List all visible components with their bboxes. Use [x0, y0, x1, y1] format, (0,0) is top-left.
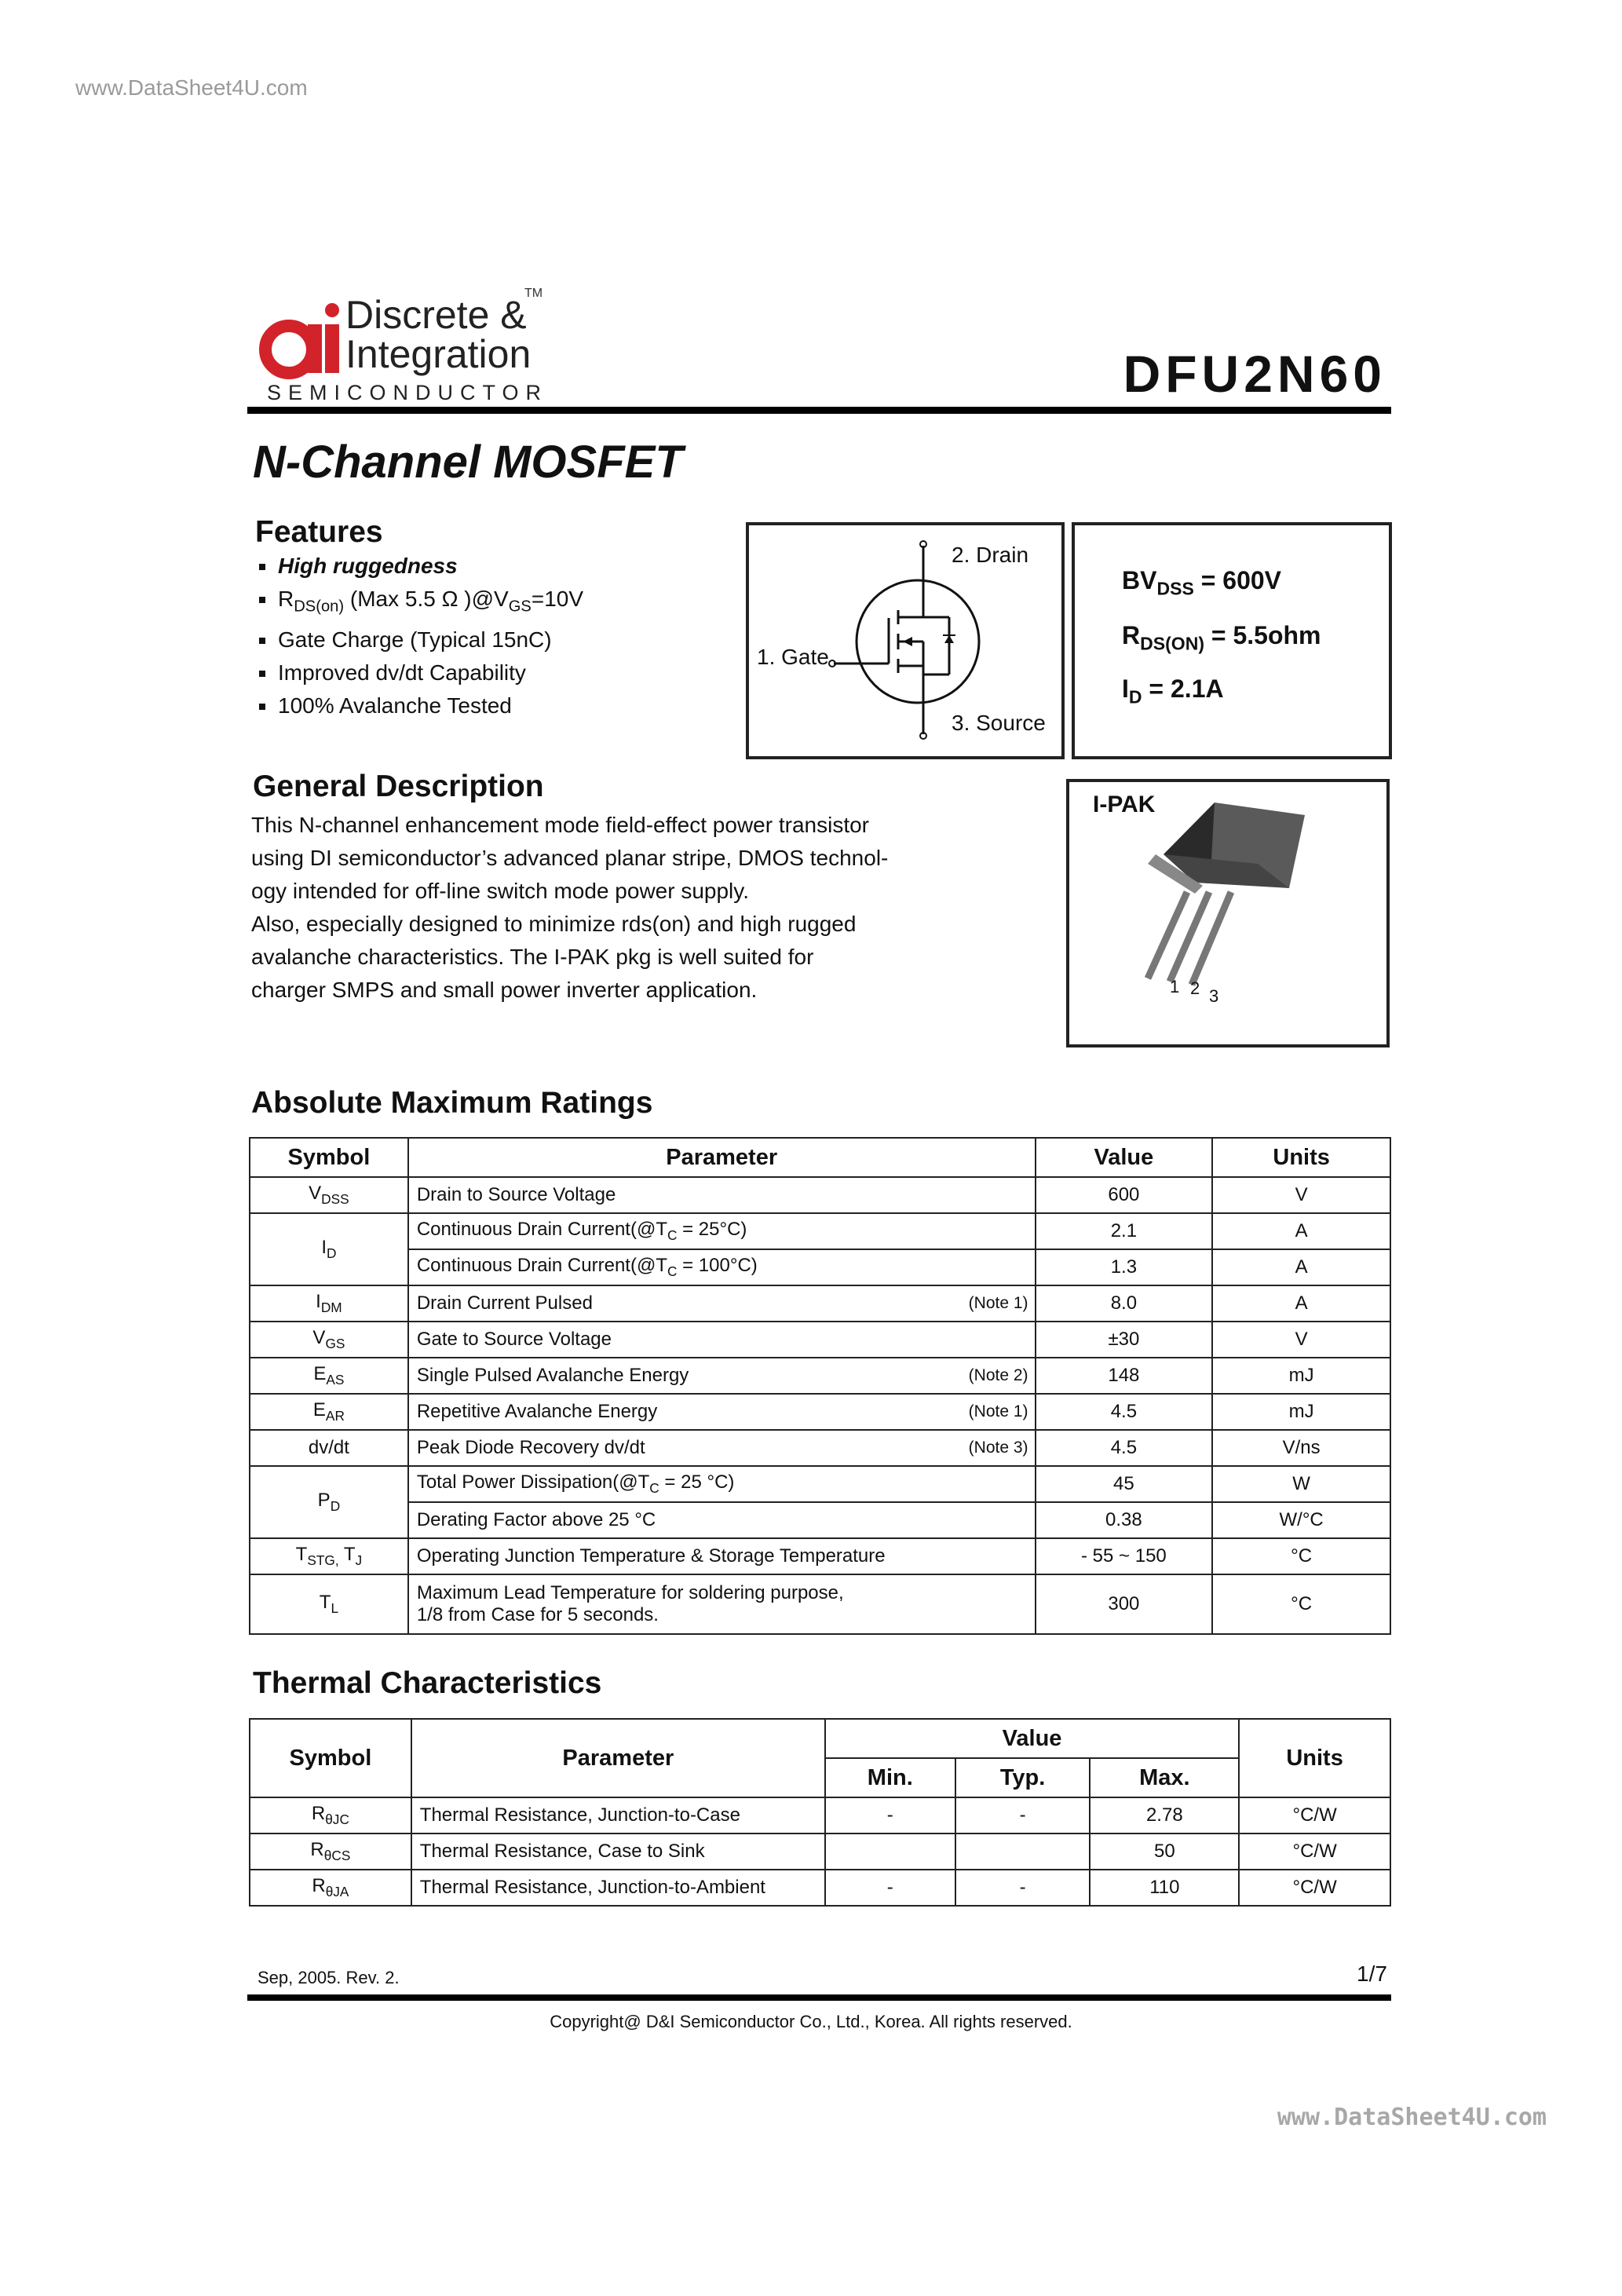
- table-header-row: Symbol Parameter Value Units: [250, 1719, 1390, 1758]
- gate-label: 1. Gate: [757, 645, 829, 669]
- table-row: $T_{STG,}$ $T_J$ Operating Junction Temperature & Storage Temperature - 55 ~ 150 °C: [250, 1538, 1390, 1574]
- absolute-max-ratings-heading: Absolute Maximum Ratings: [251, 1086, 653, 1120]
- part-number: DFU2N60: [1123, 345, 1386, 403]
- footer-rule: [247, 1994, 1391, 2001]
- page-number: 1/7: [1357, 1961, 1387, 1986]
- spec-bvdss: $BV_{DSS} = 600V$: [1122, 566, 1282, 599]
- pin-label-2: 2: [1190, 978, 1200, 998]
- watermark-top: www.DataSheet4U.com: [75, 75, 308, 100]
- table-row: $R_{\theta CS}$ Thermal Resistance, Case to Sink 50 °C/W: [250, 1834, 1390, 1870]
- drain-label: 2. Drain: [952, 543, 1029, 567]
- feature-item-rdson: $R_{DS(on)}$ (Max 5.5 Ω )$@V_{GS}=10V$: [259, 583, 583, 623]
- logo-line-2: Integration: [345, 332, 532, 376]
- table-header-row: Min. Typ. Max.: [250, 1758, 1390, 1797]
- absolute-max-ratings-table: [249, 1137, 1391, 1635]
- table-row: dv/dt Peak Diode Recovery dv/dt (Note 3) 4.5 V/ns: [250, 1430, 1390, 1466]
- page-title: N-Channel MOSFET: [253, 437, 683, 488]
- spec-rdson: $R_{DS(ON)} = 5.5ohm$: [1122, 621, 1321, 654]
- watermark-bottom: www.DataSheet4U.com: [1277, 2104, 1547, 2131]
- mosfet-symbol-box: [746, 522, 1065, 759]
- feature-item: 100% Avalanche Tested: [259, 689, 583, 722]
- table-row: $I_{DM}$ Drain Current Pulsed (Note 1) 8.0 A: [250, 1285, 1390, 1322]
- general-description-text: This N-channel enhancement mode field-effect power transistor using DI semiconductor’s advanced planar stripe, DMOS technol- ogy intended for off-line switch mode power supply. Also, especially designed to minimize rds(on) and high rugged avalanche characteristics. The I-PAK pkg is well suited for charger SMPS and small power inverter application.: [251, 813, 889, 1002]
- feature-item: Gate Charge (Typical 15nC): [259, 623, 583, 656]
- di-logo-mark-icon: [259, 301, 345, 387]
- package-box: [1066, 779, 1390, 1047]
- key-specs-box: [1072, 522, 1392, 759]
- table-row: $P_D$ Total Power $Dissipation(@T_C = 25$ °C) 45 W: [250, 1466, 1390, 1502]
- col-symbol: Symbol: [250, 1138, 408, 1177]
- logo-trademark: TM: [524, 287, 543, 300]
- table-row: $T_L$ Maximum Lead Temperature for soldering purpose, 1/8 from Case for 5 seconds. 300 °C: [250, 1574, 1390, 1634]
- pin-label-1: 1: [1170, 977, 1180, 996]
- table-row: Continuous Drain $Current(@T_C = 100^\circ C)$ 1.3 A: [250, 1249, 1390, 1285]
- table-header-row: [250, 1138, 1390, 1177]
- table-row: Derating Factor above 25 °C 0.38 W/°C: [250, 1502, 1390, 1538]
- header-rule: [247, 407, 1391, 414]
- feature-item: Improved dv/dt Capability: [259, 656, 583, 689]
- ipak-package-icon: [1069, 782, 1386, 1044]
- table-row: $V_{GS}$ Gate to Source Voltage ±30 V: [250, 1322, 1390, 1358]
- package-label: I-PAK: [1093, 792, 1156, 817]
- thermal-characteristics-heading: Thermal Characteristics: [253, 1666, 602, 1700]
- general-description-heading: General Description: [253, 770, 544, 803]
- thermal-characteristics-table: [249, 1718, 1391, 1907]
- features-list: [259, 550, 583, 722]
- logo-line-3: SEMICONDUCTOR: [267, 381, 549, 404]
- source-label: 3. Source: [952, 711, 1046, 735]
- col-parameter: Parameter: [408, 1138, 1036, 1177]
- table-row: $I_D$ Continuous Drain $Current(@T_C = 25^\circ C)$ 2.1 A: [250, 1213, 1390, 1249]
- copyright: Copyright@ D&I Semiconductor Co., Ltd., Korea. All rights reserved.: [550, 2012, 1072, 2031]
- table-row: $R_{\theta JA}$ Thermal Resistance, Junction-to-Ambient - - 110 °C/W: [250, 1870, 1390, 1906]
- table-row: $E_{AS}$ Single Pulsed Avalanche Energy (Note 2) 148 mJ: [250, 1358, 1390, 1394]
- features-heading: Features: [255, 515, 383, 549]
- pin-label-3: 3: [1209, 986, 1219, 1006]
- table-row: $V_{DSS}$ Drain to Source Voltage 600 V: [250, 1177, 1390, 1213]
- spec-id: $I_D = 2.1A$: [1122, 675, 1224, 707]
- table-row: $E_{AR}$ Repetitive Avalanche Energy (Note 1) 4.5 mJ: [250, 1394, 1390, 1430]
- table-row: $R_{\theta JC}$ Thermal Resistance, Junction-to-Case - - 2.78 °C/W: [250, 1797, 1390, 1834]
- col-units: Units: [1212, 1138, 1390, 1177]
- col-value: Value: [1036, 1138, 1213, 1177]
- revision-date: Sep, 2005. Rev. 2.: [258, 1968, 400, 1987]
- feature-item: High ruggedness: [259, 550, 583, 583]
- logo-line-1: Discrete &: [345, 293, 527, 337]
- company-logo: [259, 287, 550, 404]
